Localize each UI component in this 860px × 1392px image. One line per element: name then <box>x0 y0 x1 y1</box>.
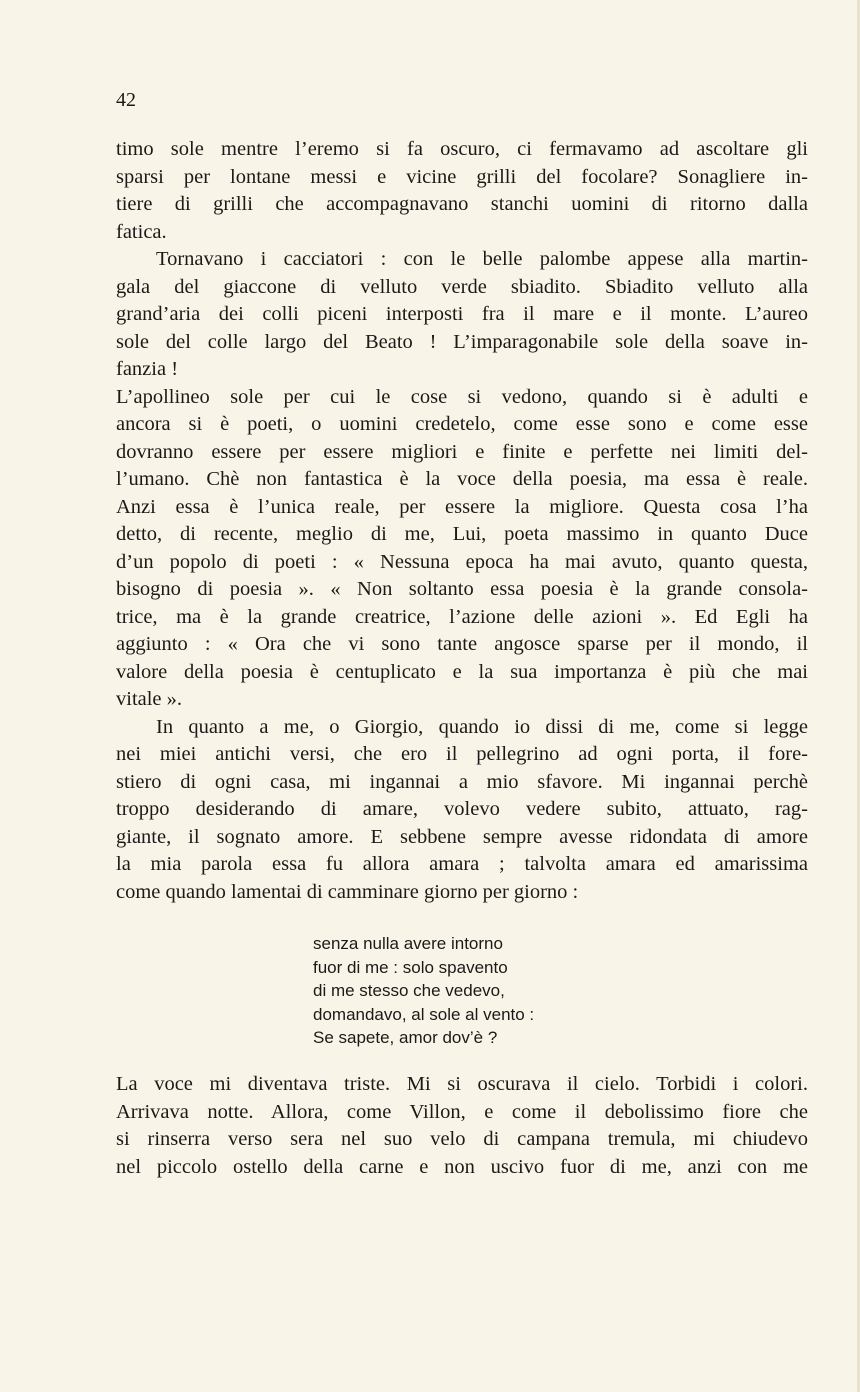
text-line: troppo desiderando di amare, volevo vedere subito, attuato, rag- <box>116 798 808 820</box>
text-line: fatica. <box>116 220 167 243</box>
text-line: La voce mi diventava triste. Mi si oscurava il cielo. Torbidi i colori. <box>116 1073 808 1095</box>
text-line: L’apollineo sole per cui le cose si vedono, quando si è adulti e <box>116 385 808 408</box>
poem-quote <box>313 932 633 1050</box>
text-line: ancora si è poeti, o uomini credetelo, come esse sono e come esse <box>116 413 808 435</box>
text-line: trice, ma è la grande creatrice, l’azione delle azioni ». Ed Egli ha <box>116 605 808 628</box>
closing-text <box>116 1071 808 1181</box>
text-line: detto, di recente, meglio di me, Lui, poeta massimo in quanto Duce <box>116 523 808 545</box>
text-line: Arrivava notte. Allora, come Villon, e come il debolissimo fiore che <box>116 1100 808 1123</box>
text-line: timo sole mentre l’eremo si fa oscuro, ci fermavamo ad ascoltare gli <box>116 138 808 160</box>
text-line: d’un popolo di poeti : « Nessuna epoca ha mai avuto, quanto questa, <box>116 550 808 573</box>
text-line: grand’aria dei colli piceni interposti fra il mare e il monte. L’aureo <box>116 303 808 325</box>
poem-line: fuor di me : solo spavento <box>313 957 508 977</box>
text-line: Anzi essa è l’unica reale, per essere la migliore. Questa cosa l’ha <box>116 495 808 518</box>
text-line: l’umano. Chè non fantastica è la voce della poesia, ma essa è reale. <box>116 468 808 490</box>
text-line: nel piccolo ostello della carne e non uscivo fuor di me, anzi con me <box>116 1155 808 1178</box>
text-line: Tornavano i cacciatori : con le belle palombe appese alla martin- <box>156 248 808 270</box>
text-line: come quando lamentai di camminare giorno per giorno : <box>116 880 579 903</box>
poem-line: senza nulla avere intorno <box>313 934 503 953</box>
page-number: 42 <box>116 89 136 111</box>
text-line: In quanto a me, o Giorgio, quando io dissi di me, come si legge <box>156 715 808 738</box>
text-line: bisogno di poesia ». « Non soltanto essa poesia è la grande consola- <box>116 578 808 600</box>
body-text <box>116 136 808 906</box>
text-line: sparsi per lontane messi e vicine grilli del focolare? Sonagliere in- <box>116 165 808 188</box>
text-line: fanzia ! <box>116 358 179 380</box>
poem-line: domandavo, al sole al vento : <box>313 1004 535 1024</box>
text-line: valore della poesia è centuplicato e la sua importanza è più che mai <box>116 660 808 683</box>
text-line: sole del colle largo del Beato ! L’imparagonabile sole della soave in- <box>116 330 808 353</box>
text-line: tiere di grilli che accompagnavano stanchi uomini di ritorno dalla <box>116 193 808 215</box>
text-line: aggiunto : « Ora che vi sono tante angosce sparse per il mondo, il <box>116 633 808 655</box>
text-line: stiero di ogni casa, mi ingannai a mio sfavore. Mi ingannai perchè <box>116 770 808 793</box>
text-line: vitale ». <box>116 688 183 710</box>
text-line: giante, il sognato amore. E sebbene sempre avesse ridondata di amore <box>116 825 808 848</box>
text-line: nei miei antichi versi, che ero il pellegrino ad ogni porta, il fore- <box>116 743 808 765</box>
poem-line: Se sapete, amor dov’è ? <box>313 1028 498 1047</box>
text-line: gala del giaccone di velluto verde sbiadito. Sbiadito velluto alla <box>116 275 808 298</box>
text-line: si rinserra verso sera nel suo velo di campana tremula, mi chiudevo <box>116 1128 808 1150</box>
text-line: dovranno essere per essere migliori e finite e perfette nei limiti del- <box>116 440 808 463</box>
poem-line: di me stesso che vedevo, <box>313 981 505 1000</box>
text-line: la mia parola essa fu allora amara ; talvolta amara ed amarissima <box>116 853 808 875</box>
